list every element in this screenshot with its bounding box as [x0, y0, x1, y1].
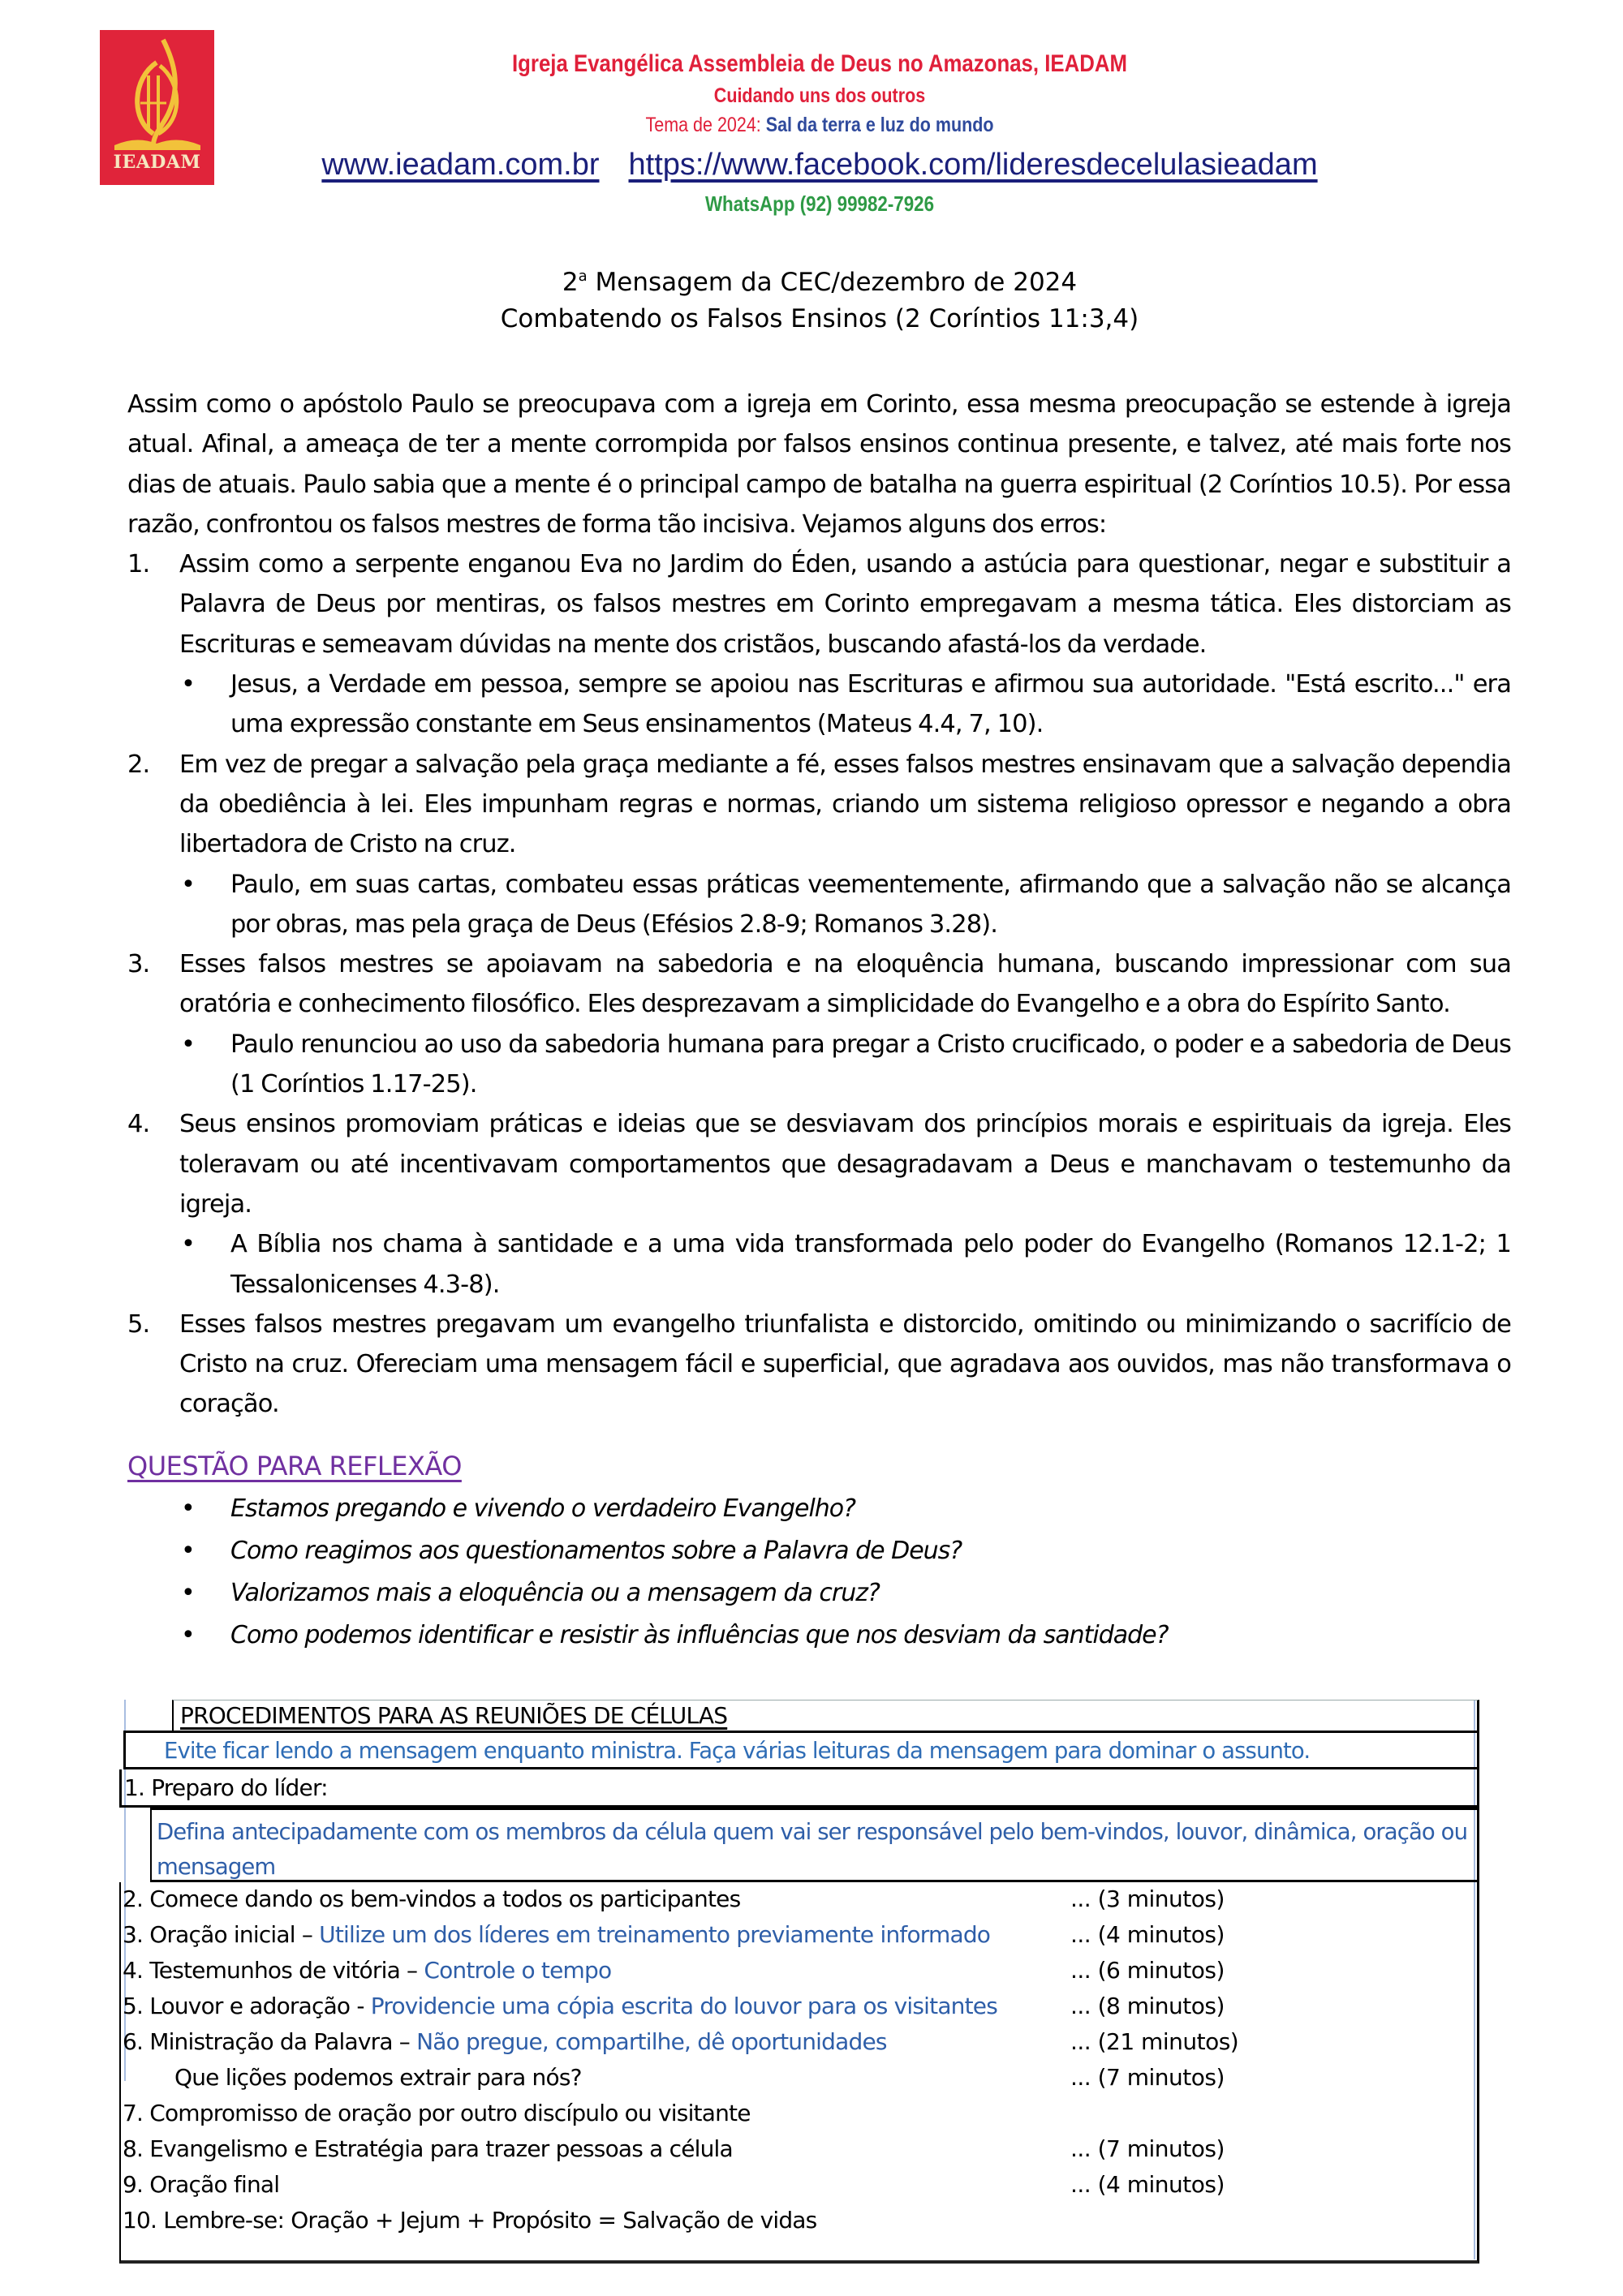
step-note: Não pregue, compartilhe, dê oportunidades [416, 2028, 887, 2055]
list-number: 3. [127, 950, 150, 979]
list-number: 1. [127, 550, 150, 579]
church-name: Igreja Evangélica Assembleia de Deus no Amazonas, IEADAM [511, 50, 1128, 77]
step-note: Providencie uma cópia escrita do louvor para os visitantes [370, 1993, 998, 2019]
step-label: 4. Testemunhos de vitória – [123, 1957, 424, 1984]
motto: Cuidando uns dos outros [713, 84, 926, 107]
error-item-1 [127, 544, 1511, 664]
bullet-icon: • [181, 1494, 195, 1523]
procedures-title: PROCEDIMENTOS PARA AS REUNIÕES DE CÉLULAS [180, 1702, 728, 1729]
step-label: 2. Comece dando os bem-vindos a todos os participantes [123, 1885, 741, 1912]
step-row [123, 2100, 751, 2135]
tip-text: Evite ficar lendo a mensagem enquanto ministra. Faça várias leituras da mensagem para dominar o assunto. [164, 1738, 1311, 1764]
step-time: ... (7 minutos) [1070, 2135, 1225, 2162]
error-text: Esses falsos mestres se apoiavam na sabedoria e na eloquência humana, buscando impressionar com sua oratória e conhecimento filosófico. Eles desprezavam a simplicidade do Evangelho e a obra do Espírito Santo. [179, 950, 1511, 1019]
step-label: 7. Compromisso de oração por outro discípulo ou visitante [123, 2100, 751, 2126]
error-item-5 [127, 1305, 1511, 1425]
step-row [123, 1921, 990, 1957]
error-bullet-3 [127, 1025, 1511, 1105]
bullet-icon: • [181, 1230, 196, 1259]
message-body [127, 385, 1511, 1425]
question-text: Estamos pregando e vivendo o verdadeiro Evangelho? [230, 1494, 856, 1523]
bullet-icon: • [181, 1579, 195, 1607]
error-bullet-2 [127, 865, 1511, 945]
step-label: 3. Oração inicial – [123, 1921, 320, 1948]
theme-line [324, 114, 1315, 137]
error-text: Esses falsos mestres pregavam um evangelho triunfalista e distorcido, omitindo ou minimizando o sacrifício de Cristo na cruz. Ofereciam uma mensagem fácil e superficial, que agradava aos ouvidos, mas não transformava o coração. [179, 1309, 1511, 1419]
title-text: Mensagem da CEC/dezembro de 2024 [587, 268, 1078, 297]
step-time: ... (8 minutos) [1070, 1993, 1225, 2019]
step-label: 9. Oração final [123, 2171, 280, 2198]
step-row [123, 1957, 611, 1993]
list-number: 5. [127, 1309, 150, 1339]
step-row [123, 1993, 997, 2028]
header-links [243, 148, 1396, 183]
step-label: 6. Ministração da Palavra – [123, 2028, 417, 2055]
intro-paragraph: Assim como o apóstolo Paulo se preocupava com a igreja em Corinto, essa mesma preocupação se estende à igreja atual. Afinal, a ameaça de ter a mente corrompida por falsos ensinos continua presente, e talvez, até mais forte nos dias de atuais. Paulo sabia que a mente é o principal campo de batalha na guerra espiritual (2 Coríntios 10.5). Por essa razão, confrontou os falsos mestres de forma tão incisiva. Vejamos alguns dos erros: [127, 390, 1511, 539]
bullet-icon: • [181, 870, 196, 899]
step-row [123, 2064, 582, 2100]
step-1-cell [119, 1769, 1479, 1808]
error-item-4 [127, 1104, 1511, 1224]
step-note: Utilize um dos líderes em treinamento previamente informado [319, 1921, 991, 1948]
step-time: ... (4 minutos) [1070, 1921, 1225, 1948]
ieadam-logo [100, 30, 214, 185]
steps-cell [119, 1882, 1479, 2264]
bullet-text: Paulo, em suas cartas, combateu essas práticas veementemente, afirmando que a salvação não se alcança por obras, mas pela graça de Deus (Efésios 2.8-9; Romanos 3.28). [230, 870, 1511, 939]
reflection-question [127, 1615, 1169, 1657]
whatsapp-contact: WhatsApp (92) 99982-7926 [704, 191, 935, 216]
step-time: ... (3 minutos) [1070, 1885, 1225, 1912]
message-subtitle: Combatendo os Falsos Ensinos (2 Coríntios 11:3,4) [500, 304, 1139, 333]
step-row [123, 2171, 279, 2207]
list-number: 2. [127, 750, 150, 779]
title-number: 2 [562, 268, 579, 297]
procedures-table [119, 1700, 1479, 2264]
theme-label: Tema de 2024: [645, 114, 761, 136]
reflection-question [127, 1488, 1169, 1530]
reflection-question [127, 1530, 1169, 1572]
logo-text: IEADAM [113, 152, 201, 173]
list-number: 4. [127, 1110, 150, 1139]
facebook-link[interactable]: https://www.facebook.com/lideresdecelulasieadam [628, 148, 1318, 182]
website-link[interactable]: www.ieadam.com.br [321, 148, 600, 182]
step-time: ... (4 minutos) [1070, 2171, 1225, 2198]
reflection-questions [127, 1488, 1169, 1657]
bullet-text: A Bíblia nos chama à santidade e a uma vida transformada pelo poder do Evangelho (Romanos 12.1-2; 1 Tessalonicenses 4.3-8). [230, 1230, 1511, 1299]
title-ordinal: a [578, 268, 588, 285]
step-note: Controle o tempo [424, 1957, 612, 1984]
tip-cell [123, 1731, 1479, 1769]
step-label: 8. Evangelismo e Estratégia para trazer pessoas a célula [123, 2135, 733, 2162]
bullet-icon: • [181, 1537, 195, 1565]
step-time: ... (21 minutos) [1070, 2028, 1239, 2055]
question-text: Valorizamos mais a eloquência ou a mensagem da cruz? [230, 1579, 880, 1607]
bullet-text: Jesus, a Verdade em pessoa, sempre se apoiou nas Escrituras e afirmou sua autoridade. "Está escrito..." era uma expressão constante em Seus ensinamentos (Mateus 4.4, 7, 10). [230, 670, 1511, 739]
step-time: ... (6 minutos) [1070, 1957, 1225, 1984]
error-text: Em vez de pregar a salvação pela graça mediante a fé, esses falsos mestres ensinavam que a salvação dependia da obediência à lei. Eles impunham regras e normas, criando um sistema religioso opressor e negando a obra libertadora de Cristo na cruz. [179, 750, 1511, 859]
message-title [243, 268, 1396, 297]
step-1-note: Defina antecipadamente com os membros da célula quem vai ser responsável pelo bem-vindos, louvor, dinâmica, oração ou mensagem [157, 1819, 1468, 1880]
question-text: Como podemos identificar e resistir às influências que nos desviam da santidade? [230, 1621, 1169, 1649]
step-label: Que lições podemos extrair para nós? [174, 2064, 582, 2091]
error-bullet-4 [127, 1224, 1511, 1305]
bullet-icon: • [181, 1621, 195, 1649]
step-time: ... (7 minutos) [1070, 2064, 1225, 2091]
step-row [123, 1885, 740, 1921]
reflection-heading: QUESTÃO PARA REFLEXÃO [127, 1451, 462, 1481]
procedures-title-cell [172, 1700, 1479, 1731]
step-label: 10. Lembre-se: Oração + Jejum + Propósito = Salvação de vidas [123, 2207, 817, 2234]
step-row [123, 2135, 733, 2171]
step-row [123, 2207, 816, 2242]
error-text: Seus ensinos promoviam práticas e ideias que se desviavam dos princípios morais e espirituais da igreja. Eles toleravam ou até incentivavam comportamentos que desagradavam a Deus e manchavam o testemunho da igreja. [179, 1110, 1511, 1219]
step-1-label: 1. Preparo do líder: [124, 1774, 328, 1801]
error-item-3 [127, 944, 1511, 1025]
theme-value: Sal da terra e luz do mundo [765, 114, 994, 136]
error-item-2 [127, 745, 1511, 865]
bullet-icon: • [181, 670, 196, 699]
question-text: Como reagimos aos questionamentos sobre a Palavra de Deus? [230, 1537, 962, 1565]
reflection-question [127, 1572, 1169, 1615]
error-bullet-1 [127, 664, 1511, 745]
bullet-text: Paulo renunciou ao uso da sabedoria humana para pregar a Cristo crucificado, o poder e a sabedoria de Deus (1 Coríntios 1.17-25). [230, 1030, 1511, 1099]
step-row [123, 2028, 887, 2064]
bullet-icon: • [181, 1030, 196, 1059]
error-text: Assim como a serpente enganou Eva no Jardim do Éden, usando a astúcia para questionar, negar e substituir a Palavra de Deus por mentiras, os falsos mestres em Corinto empregavam a mesma tática. Eles distorciam as Escrituras e semeavam dúvidas na mente dos cristãos, buscando afastá-los da verdade. [179, 550, 1511, 659]
step-1-note-cell [150, 1808, 1479, 1882]
step-label: 5. Louvor e adoração - [123, 1993, 371, 2019]
